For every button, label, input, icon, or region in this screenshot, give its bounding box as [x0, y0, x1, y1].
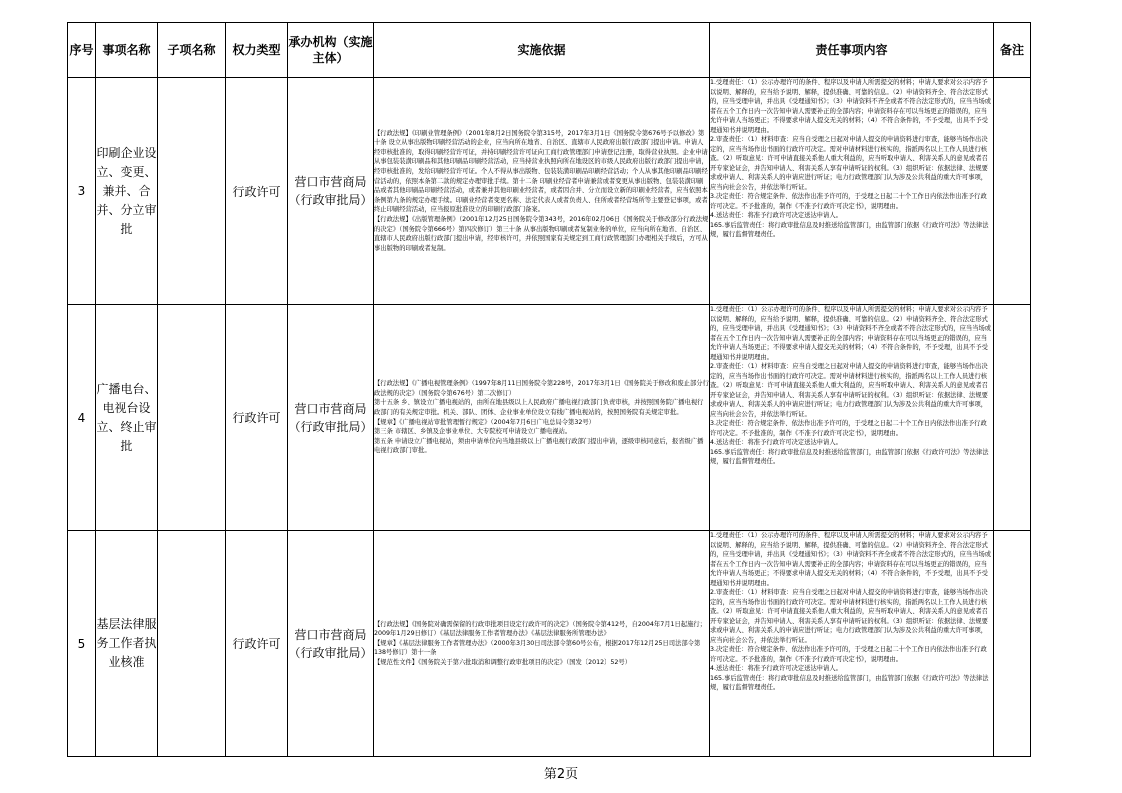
row-subitem	[158, 78, 226, 305]
row-subitem	[158, 531, 226, 757]
row-index: 5	[68, 531, 96, 757]
duty-paragraph: 165.事后监管责任：将行政审批信息及时推送给监管部门，由监管部门依据《行政许可法》等法律法规，履行监督管理责任。	[710, 448, 989, 465]
header-basis: 实施依据	[374, 23, 710, 78]
header-row	[68, 23, 1031, 78]
duty-paragraph: 2.审查责任：（1）材料审查：应当自受理之日起对申请人提交的申请资料进行审查，能够当场作出决定的，应当当场作出书面的行政许可决定。需对申请材料进行核实的，指派两名以上工作人员进行核查。（2）听取意见：许可申请直接关系他人重大利益的，应当听取申请人、利害关系人的意见或者召开专家论证会，并告知申请人、利害关系人享有申请听证的权利。（3）组织听证：依据法律、法规要求或申请人、利害关系人的申请应进行听证；电力行政管理部门认为涉及公共利益的重大许可事项，应当向社会公告，并依法举行听证。	[710, 136, 988, 191]
basis-paragraph: 【行政法规】《印刷业管理条例》（2001年8月2日国务院令第315号，2017年3月1日《国务院令第676号予以修改》第十条 设立从事出版物印刷经营活动的企业，应当向所在地省、自治区、直辖市人民政府出版行政部门提出申请。申请人经审核批准的，取得印刷经营许可证，并持印刷经营许可证向工商行政管理部门申请登记注册，取得营业执照。企业申请从事包装装潢印刷品和其他印刷品印刷经营活动，应当持营业执照向所在地设区的市级人民政府出版行政部门提出申请，经审核批准的，发给印刷经营许可证。个人不得从事出版物、包装装潢印刷品印刷经营活动；个人从事其他印刷品印刷经营活动的，依照本条第二款的规定办理审批手续。第十二条 印刷业经营者申请兼营或者变更从事出版物、包装装潢印刷品或者其他印刷品印刷经营活动，或者兼并其他印刷业经营者，或者因合并、分立而设立新的印刷业经营者，应当依照本条例第九条的规定办理手续。印刷业经营者变更名称、法定代表人或者负责人、住所或者经营场所等主要登记事项，或者终止印刷经营活动，应当报原批准设立的印刷行政部门备案。	[374, 129, 708, 214]
row-duty	[710, 531, 994, 757]
row-index: 3	[68, 78, 96, 305]
table-row	[68, 305, 1031, 531]
basis-paragraph: 第三条 市辖区、乡镇及企事业单位、大专院校可申请设立广播电视站。	[374, 428, 572, 436]
basis-paragraph: 【行政法规】《国务院对确需保留的行政审批项目设定行政许可的决定》（国务院令第412号，自2004年7月1日起施行；2009年1月29日修订）《基层法律服务工作者管理办法》《基层法律服务所管理办法》	[374, 620, 707, 638]
basis-paragraph: 【行政法规】《广播电视管理条例》（1997年8月11日国务院令第228号，2017年3月1日《国务院关于修改和废止部分行政法规的决定》（国务院令第676号）第二次修订）	[374, 380, 709, 397]
row-basis	[374, 531, 710, 757]
row-duty	[710, 78, 994, 305]
duty-paragraph: 3.决定责任：符合规定条件、依法作出准予许可的，于受理之日起二十个工作日内依法作出准予行政许可决定。不予批准的，制作《不准予行政许可决定书》，说明理由。	[710, 193, 987, 210]
row-power-type: 行政许可	[226, 78, 288, 305]
row-duty	[710, 305, 994, 531]
basis-paragraph: 【规章】《广播电视站审批管理暂行规定》（2004年7月6日广电总局令第32号）	[374, 418, 595, 426]
row-index: 4	[68, 305, 96, 531]
basis-paragraph: 第五条 申请设立广播电视站，须由申请单位向当地县级以上广播电视行政部门提出申请，逐级审核同意后，报省级广播电视行政部门审批。	[374, 437, 704, 455]
basis-paragraph: 【规范性文件】《国务院关于第六批取消和调整行政审批项目的决定》（国发〔2012〕52号）	[374, 658, 632, 666]
basis-paragraph: 第十五条 乡、镇设立广播电视站的，由所在地县级以上人民政府广播电视行政部门负责审核，并按照国务院广播电视行政部门的有关规定审批。机关、部队、团体、企业事业单位设立有线广播电视站的，按照国务院有关规定审批。	[374, 399, 704, 416]
row-org: 营口市营商局（行政审批局）	[288, 78, 374, 305]
row-power-type: 行政许可	[226, 531, 288, 757]
duty-paragraph: 4.送达责任：将准予行政许可决定送达申请人。	[710, 665, 842, 672]
duty-paragraph: 1.受理责任：（1）公示办理许可的条件、程序以及申请人所需提交的材料；申请人要求对公示内容予以说明、解释的，应当给予说明、解释，提供准确、可靠的信息。（2）申请资料齐全、符合法定形式的，应当受理申请，并出具《受理通知书》；（3）申请资料不齐全或者不符合法定形式的，应当当场或者在五个工作日内一次告知申请人需要补正的全部内容；申请资料存在可以当场更正的错误的，应当允许申请人当场更正；不得要求申请人提交无关的材料；（4）不符合条件的，不予受理，出具不予受理通知书并说明理由。	[710, 79, 992, 134]
row-note	[994, 531, 1031, 757]
basis-paragraph: 【行政法规】《出版管理条例》（2001年12月25日国务院令第343号，2016年02月06日《国务院关于修改部分行政法规的决定》（国务院令第666号）第四次修订）第三十条 从事出版物印刷或者复制业务的单位，应当向所在地省、自治区、直辖市人民政府出版行政部门提出申请，经审核许可，并依照国家有关规定到工商行政管理部门办理相关手续后，方可从事出版物的印刷或者复制。	[374, 215, 709, 252]
row-item: 基层法律服务工作者执业核准	[96, 531, 158, 757]
duty-paragraph: 2.审查责任：（1）材料审查：应当自受理之日起对申请人提交的申请资料进行审查，能够当场作出决定的，应当当场作出书面的行政许可决定。需对申请材料进行核实的，指派两名以上工作人员进行核查。（2）听取意见：许可申请直接关系他人重大利益的，应当听取申请人、利害关系人的意见或者召开专家论证会，并告知申请人、利害关系人享有申请听证的权利。（3）组织听证：依据法律、法规要求或申请人、利害关系人的申请应进行听证；电力行政管理部门认为涉及公共利益的重大许可事项，应当向社会公告，并依法举行听证。	[710, 363, 988, 418]
header-power-type: 权力类型	[226, 23, 288, 78]
row-note	[994, 78, 1031, 305]
row-note	[994, 305, 1031, 531]
row-org: 营口市营商局（行政审批局）	[288, 305, 374, 531]
row-item: 印刷企业设立、变更、兼并、合并、分立审批	[96, 78, 158, 305]
row-basis	[374, 305, 710, 531]
header-note: 备注	[994, 23, 1031, 78]
header-subitem: 子项名称	[158, 23, 226, 78]
duty-paragraph: 165.事后监管责任：将行政审批信息及时推送给监管部门，由监管部门依据《行政许可法》等法律法规，履行监督管理责任。	[710, 221, 989, 238]
duty-paragraph: 1.受理责任：（1）公示办理许可的条件、程序以及申请人所需提交的材料；申请人要求对公示内容予以说明、解释的，应当给予说明、解释，提供准确、可靠的信息。（2）申请资料齐全、符合法定形式的，应当受理申请，并出具《受理通知书》；（3）申请资料不齐全或者不符合法定形式的，应当当场或者在五个工作日内一次告知申请人需要补正的全部内容；申请资料存在可以当场更正的错误的，应当允许申请人当场更正；不得要求申请人提交无关的材料；（4）不符合条件的，不予受理，出具不予受理通知书并说明理由。	[710, 306, 992, 361]
table-row	[68, 78, 1031, 305]
page-number: 第2页	[543, 767, 579, 782]
row-subitem	[158, 305, 226, 531]
table-row	[68, 531, 1031, 757]
header-duty: 责任事项内容	[710, 23, 994, 78]
row-basis	[374, 78, 710, 305]
header-org: 承办机构（实施主体）	[288, 23, 374, 78]
header-item: 事项名称	[96, 23, 158, 78]
row-item: 广播电台、电视台设立、终止审批	[96, 305, 158, 531]
duty-paragraph: 1.受理责任：（1）公示办理许可的条件、程序以及申请人所需提交的材料；申请人要求对公示内容予以说明、解释的，应当给予说明、解释，提供准确、可靠的信息。（2）申请资料齐全、符合法定形式的，应当受理申请，并出具《受理通知书》；（3）申请资料不齐全或者不符合法定形式的，应当当场或者在五个工作日内一次告知申请人需要补正的全部内容；申请资料存在可以当场更正的错误的，应当允许申请人当场更正；不得要求申请人提交无关的材料；（4）不符合条件的，不予受理，出具不予受理通知书并说明理由。	[710, 532, 992, 587]
duty-paragraph: 4.送达责任：将准予行政许可决定送达申请人。	[710, 439, 842, 446]
duty-paragraph: 4.送达责任：将准予行政许可决定送达申请人。	[710, 212, 842, 219]
row-org: 营口市营商局（行政审批局）	[288, 531, 374, 757]
duty-paragraph: 3.决定责任：符合规定条件、依法作出准予许可的，于受理之日起二十个工作日内依法作出准予行政许可决定。不予批准的，制作《不准予行政许可决定书》，说明理由。	[710, 646, 987, 663]
duty-paragraph: 165.事后监管责任：将行政审批信息及时推送给监管部门，由监管部门依据《行政许可法》等法律法规，履行监督管理责任。	[710, 674, 989, 691]
duty-paragraph: 2.审查责任：（1）材料审查：应当自受理之日起对申请人提交的申请资料进行审查，能够当场作出决定的，应当当场作出书面的行政许可决定。需对申请材料进行核实的，指派两名以上工作人员进行核查。（2）听取意见：许可申请直接关系他人重大利益的，应当听取申请人、利害关系人的意见或者召开专家论证会，并告知申请人、利害关系人享有申请听证的权利。（3）组织听证：依据法律、法规要求或申请人、利害关系人的申请应进行听证；电力行政管理部门认为涉及公共利益的重大许可事项，应当向社会公告，并依法举行听证。	[710, 589, 988, 644]
basis-paragraph: 【规章】《基层法律服务工作者管理办法》（2000年3月30日司法部令第60号公布，根据2017年12月25日司法部令第138号修订）第十一条	[374, 639, 701, 657]
row-power-type: 行政许可	[226, 305, 288, 531]
header-index: 序号	[68, 23, 96, 78]
duty-paragraph: 3.决定责任：符合规定条件、依法作出准予许可的，于受理之日起二十个工作日内依法作出准予行政许可决定。不予批准的，制作《不准予行政许可决定书》，说明理由。	[710, 420, 987, 437]
power-list-table	[67, 22, 1031, 757]
